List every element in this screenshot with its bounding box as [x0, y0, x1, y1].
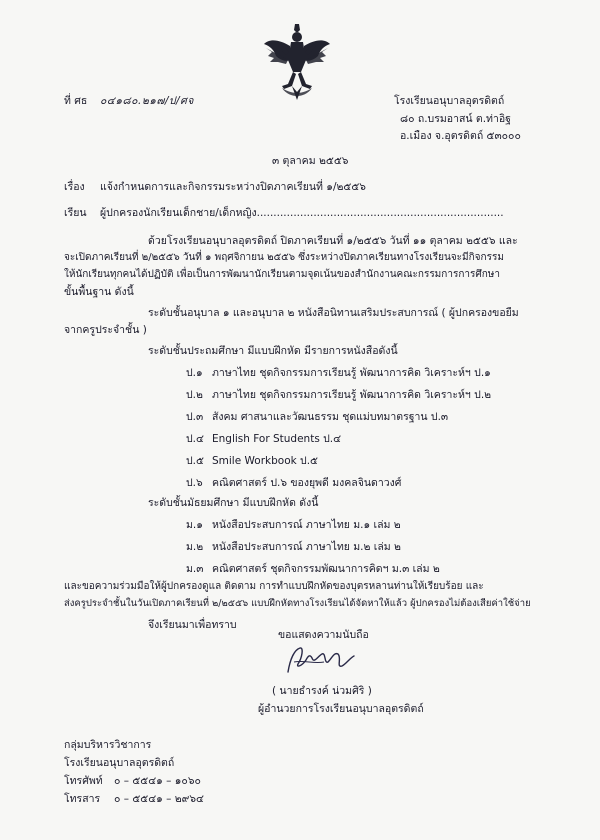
primary-grade: ป.๓	[186, 411, 204, 423]
primary-book: ภาษาไทย ชุดกิจกรรมการเรียนรู้ พัฒนาการคิด วิเคราะห์ฯ ป.๒	[212, 389, 492, 401]
footer-phone-label: โทรศัพท์	[64, 775, 103, 787]
address-line-1: ๘๐ ถ.บรมอาสน์ ต.ท่าอิฐ	[400, 113, 511, 125]
recipient-label: เรียน	[64, 207, 87, 219]
secondary-grade: ม.๑	[186, 519, 203, 531]
primary-grade: ป.๑	[186, 367, 203, 379]
secondary-book: หนังสือประสบการณ์ ภาษาไทย ม.๒ เล่ม ๒	[212, 541, 401, 553]
kindergarten-line: ระดับชั้นอนุบาล ๑ และอนุบาล ๒ หนังสือนิทานเสริมประสบการณ์ ( ผู้ปกครองขอยืม	[148, 307, 519, 319]
school-name: โรงเรียนอนุบาลอุตรดิตถ์	[394, 95, 505, 107]
primary-book: English For Students ป.๔	[212, 433, 342, 445]
secondary-book: คณิตศาสตร์ ชุดกิจกรรมพัฒนาการคิดฯ ม.๓ เล่ม ๒	[212, 563, 440, 575]
primary-grade: ป.๔	[186, 433, 204, 445]
secondary-grade: ม.๓	[186, 563, 204, 575]
paragraph-2-line: และขอความร่วมมือให้ผู้ปกครองดูแล ติดตาม การทำแบบฝึกหัดของบุตรหลานท่านให้เรียบร้อย และ	[64, 581, 484, 592]
primary-book: สังคม ศาสนาและวัฒนธรรม ชุดแม่บทมาตรฐาน ป.๓	[212, 411, 449, 423]
regards-text: ขอแสดงความนับถือ	[278, 629, 369, 641]
footer-fax-label: โทรสาร	[64, 793, 101, 805]
document-number: ๐๔๑๘๐.๒๑๗/ป/ศจ	[100, 95, 194, 107]
primary-book: ภาษาไทย ชุดกิจกรรมการเรียนรู้ พัฒนาการคิด วิเคราะห์ฯ ป.๑	[212, 367, 491, 379]
paragraph-1-line: ขั้นพื้นฐาน ดังนี้	[64, 286, 134, 298]
footer-fax: ๐ – ๕๕๔๑ – ๒๙๖๔	[114, 793, 204, 805]
signatory-position: ผู้อำนวยการโรงเรียนอนุบาลอุตรดิตถ์	[258, 703, 424, 715]
secondary-grade: ม.๒	[186, 541, 204, 553]
letter-date: ๓ ตุลาคม ๒๕๕๖	[272, 155, 349, 167]
garuda-emblem-icon	[262, 22, 332, 102]
paragraph-1-line: ด้วยโรงเรียนอนุบาลอุตรดิตถ์ ปิดภาคเรียนที่ ๑/๒๕๕๖ วันที่ ๑๑ ตุลาคม ๒๕๕๖ และ	[148, 235, 518, 247]
recipient-text: ผู้ปกครองนักเรียนเด็กชาย/เด็กหญิง..........................................................................	[100, 207, 504, 219]
address-line-2: อ.เมือง จ.อุตรดิตถ์ ๕๓๐๐๐	[400, 130, 521, 142]
primary-book: Smile Workbook ป.๕	[212, 455, 318, 467]
kindergarten-line: จากครูประจำชั้น )	[64, 324, 147, 336]
paragraph-2-line: ส่งครูประจำชั้นในวันเปิดภาคเรียนที่ ๒/๒๕๕๖ แบบฝึกหัดทางโรงเรียนได้จัดหาให้แล้ว ผู้ปกครองไม่ต้องเสียค่าใช้จ่าย	[64, 598, 531, 609]
footer-phone: ๐ – ๕๕๔๑ – ๑๐๖๐	[114, 775, 201, 787]
closing-line: จึงเรียนมาเพื่อทราบ	[148, 619, 237, 631]
primary-grade: ป.๒	[186, 389, 203, 401]
footer-school: โรงเรียนอนุบาลอุตรดิตถ์	[64, 757, 175, 769]
subject-label: เรื่อง	[64, 181, 85, 193]
primary-grade: ป.๕	[186, 455, 204, 467]
footer-department: กลุ่มบริหารวิชาการ	[64, 739, 152, 751]
document-number-label: ที่ ศธ	[64, 95, 88, 107]
paragraph-1-line: จะเปิดภาคเรียนที่ ๒/๒๕๕๖ วันที่ ๑ พฤศจิกายน ๒๕๕๖ ซึ่งระหว่างปิดภาคเรียนทางโรงเรียนจะมีกิจกรรม	[64, 252, 504, 263]
handwritten-signature	[284, 642, 356, 678]
signatory-name: ( นายธำรงค์ น่วมศิริ )	[272, 685, 372, 697]
primary-book: คณิตศาสตร์ ป.๖ ของยุพดี มงคลจินดาวงศ์	[212, 477, 402, 489]
primary-heading: ระดับชั้นประถมศึกษา มีแบบฝึกหัด มีรายการหนังสือดังนี้	[148, 345, 398, 357]
secondary-book: หนังสือประสบการณ์ ภาษาไทย ม.๑ เล่ม ๒	[212, 519, 401, 531]
secondary-heading: ระดับชั้นมัธยมศึกษา มีแบบฝึกหัด ดังนี้	[148, 497, 319, 509]
paragraph-1-line: ให้นักเรียนทุกคนได้ปฏิบัติ เพื่อเป็นการพัฒนานักเรียนตามจุดเน้นของสำนักงานคณะกรรมการการศึกษา	[64, 269, 500, 280]
primary-grade: ป.๖	[186, 477, 203, 489]
subject-text: แจ้งกำหนดการและกิจกรรมระหว่างปิดภาคเรียนที่ ๑/๒๕๕๖	[100, 181, 366, 193]
